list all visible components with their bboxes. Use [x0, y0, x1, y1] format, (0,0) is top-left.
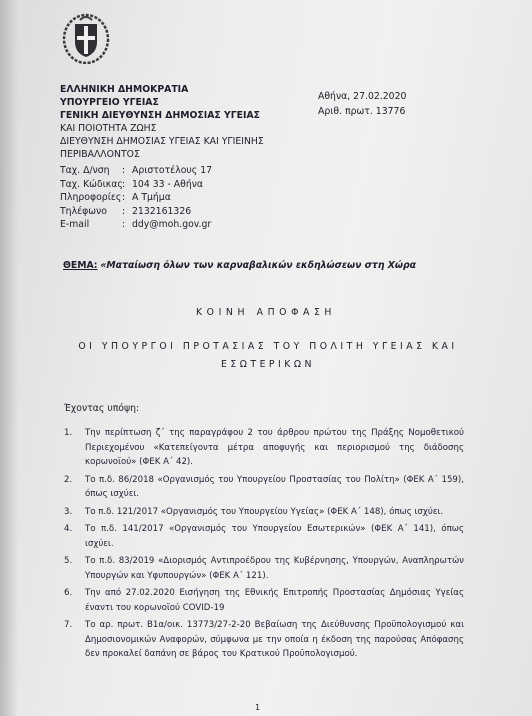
contact-row-address: Ταχ. Δ/νση : Αριστοτέλους 17	[60, 165, 213, 176]
contact-row-phone: Τηλέφωνο : 2132161326	[60, 205, 192, 217]
document-subtitle: ΟΙ ΥΠΟΥΡΓΟΙ ΠΡΟΤΑΣΙΑΣ ΤΟΥ ΠΟΛΙΤΗ ΥΓΕΙΑΣ ΚΑΙ ΕΣΩΤΕΡΙΚΩΝ	[78, 341, 458, 370]
contact-label: Τηλέφωνο	[60, 205, 107, 217]
list-item	[64, 473, 464, 502]
list-item	[64, 505, 464, 520]
list-item	[64, 618, 464, 662]
contact-row-info: Πληροφορίες : Α Τμήμα	[60, 192, 171, 203]
contact-block	[60, 164, 212, 232]
contact-label: Πληροφορίες	[60, 192, 122, 203]
contact-value: Α Τμήμα	[132, 192, 171, 203]
header-line-republic: ΕΛΛΗΝΙΚΗ ΔΗΜΟΚΡΑΤΙΑ	[60, 84, 189, 95]
contact-label: Ταχ. Κώδικας	[60, 178, 123, 190]
header-line-general-directorate: ΓΕΝΙΚΗ ΔΙΕΥΘΥΝΣΗ ΔΗΜΟΣΙΑΣ ΥΓΕΙΑΣ	[60, 110, 260, 121]
item-number: 2.	[64, 474, 73, 485]
contact-value: 2132161326	[132, 205, 192, 217]
list-item	[64, 522, 464, 551]
contact-row-email: E-mail : ddy@moh.gov.gr	[60, 219, 212, 230]
considering-label: Έχοντας υπόψη:	[64, 403, 140, 414]
contact-row-postcode: Ταχ. Κώδικας : 104 33 - Αθήνα	[60, 178, 204, 190]
document-title: ΚΟΙΝΗ ΑΠΟΦΑΣΗ	[195, 307, 337, 318]
item-text: Την περίπτωση ζ΄ της παραγράφου 2 του άρθρου πρώτου της Πράξης Νομοθετικού Περιεχομένου «Κατεπείγοντα μέτρα αποφυγής και περιορισμού της διάδοσης κορωνοϊού» (ΦΕΚ Α΄ 42).	[85, 428, 464, 467]
item-number: 6.	[64, 588, 73, 598]
item-number: 4.	[64, 524, 73, 534]
subject-text: «Ματαίωση όλων των καρναβαλικών εκδηλώσεων στη Χώρα	[100, 260, 416, 271]
header-line-directorate: ΔΙΕΥΘΥΝΣΗ ΔΗΜΟΣΙΑΣ ΥΓΕΙΑΣ ΚΑΙ ΥΓΙΕΙΝΗΣ	[60, 136, 264, 147]
contact-label: Ταχ. Δ/νση	[60, 165, 110, 176]
item-text: Το π.δ. 83/2019 «Διορισμός Αντιπροέδρου της Κυβέρνησης, Υπουργών, Αναπληρωτών Υπουργών και Υφυπουργών» (ΦΕΚ Α΄ 121).	[85, 556, 464, 581]
contact-value: ddy@moh.gov.gr	[132, 219, 212, 230]
contact-label: E-mail	[60, 219, 90, 230]
header-line-environment: ΠΕΡΙΒΑΛΛΟΝΤΟΣ	[60, 149, 140, 160]
list-item	[64, 426, 464, 470]
considerations-list	[64, 426, 464, 665]
item-number: 7.	[64, 620, 73, 630]
greek-coat-of-arms-icon	[62, 12, 110, 64]
subject-line	[63, 260, 416, 271]
date-block	[318, 89, 406, 119]
header-line-ministry: ΥΠΟΥΡΓΕΙΟ ΥΓΕΙΑΣ	[60, 97, 159, 108]
protocol-number: Αριθ. πρωτ. 13776	[318, 106, 406, 117]
contact-value: Αριστοτέλους 17	[132, 165, 213, 176]
item-text: Το π.δ. 121/2017 «Οργανισμός του Υπουργείου Υγείας» (ΦΕΚ Α΄ 148), όπως ισχύει.	[85, 506, 444, 517]
item-text: Την από 27.02.2020 Εισήγηση της Εθνικής Επιτροπής Προστασίας Δημόσιας Υγείας έναντι του κορωνοϊού COVID-19	[85, 588, 464, 613]
subject-label: ΘΕΜΑ:	[63, 260, 98, 271]
list-item	[64, 554, 464, 583]
header-line-quality-of-life: ΚΑΙ ΠΟΙΟΤΗΤΑ ΖΩΗΣ	[60, 123, 157, 134]
item-text: Το αρ. πρωτ. Β1α/οικ. 13773/27-2-20 Βεβαίωση της Διεύθυνσης Προϋπολογισμού και Δημοσιονομικών Αναφορών, σύμφωνα με την οποία η έκδοση της παρούσας Απόφασης δεν προκαλεί δαπάνη σε βάρος του Κρατικού Προϋπολογισμού.	[85, 620, 464, 659]
page-number: 1	[255, 703, 261, 712]
item-number: 5.	[64, 556, 73, 566]
contact-value: 104 33 - Αθήνα	[132, 178, 204, 190]
item-text: Το π.δ. 86/2018 «Οργανισμός του Υπουργείου Προστασίας του Πολίτη» (ΦΕΚ Α΄ 159), όπως ισχύει.	[85, 474, 464, 499]
item-text: Το π.δ. 141/2017 «Οργανισμός του Υπουργείου Εσωτερικών» (ΦΕΚ Α΄ 141), όπως ισχύει.	[85, 524, 464, 549]
item-number: 3.	[64, 506, 73, 517]
item-number: 1.	[64, 428, 73, 438]
list-item	[64, 586, 464, 615]
date-line: Αθήνα, 27.02.2020	[318, 91, 407, 102]
